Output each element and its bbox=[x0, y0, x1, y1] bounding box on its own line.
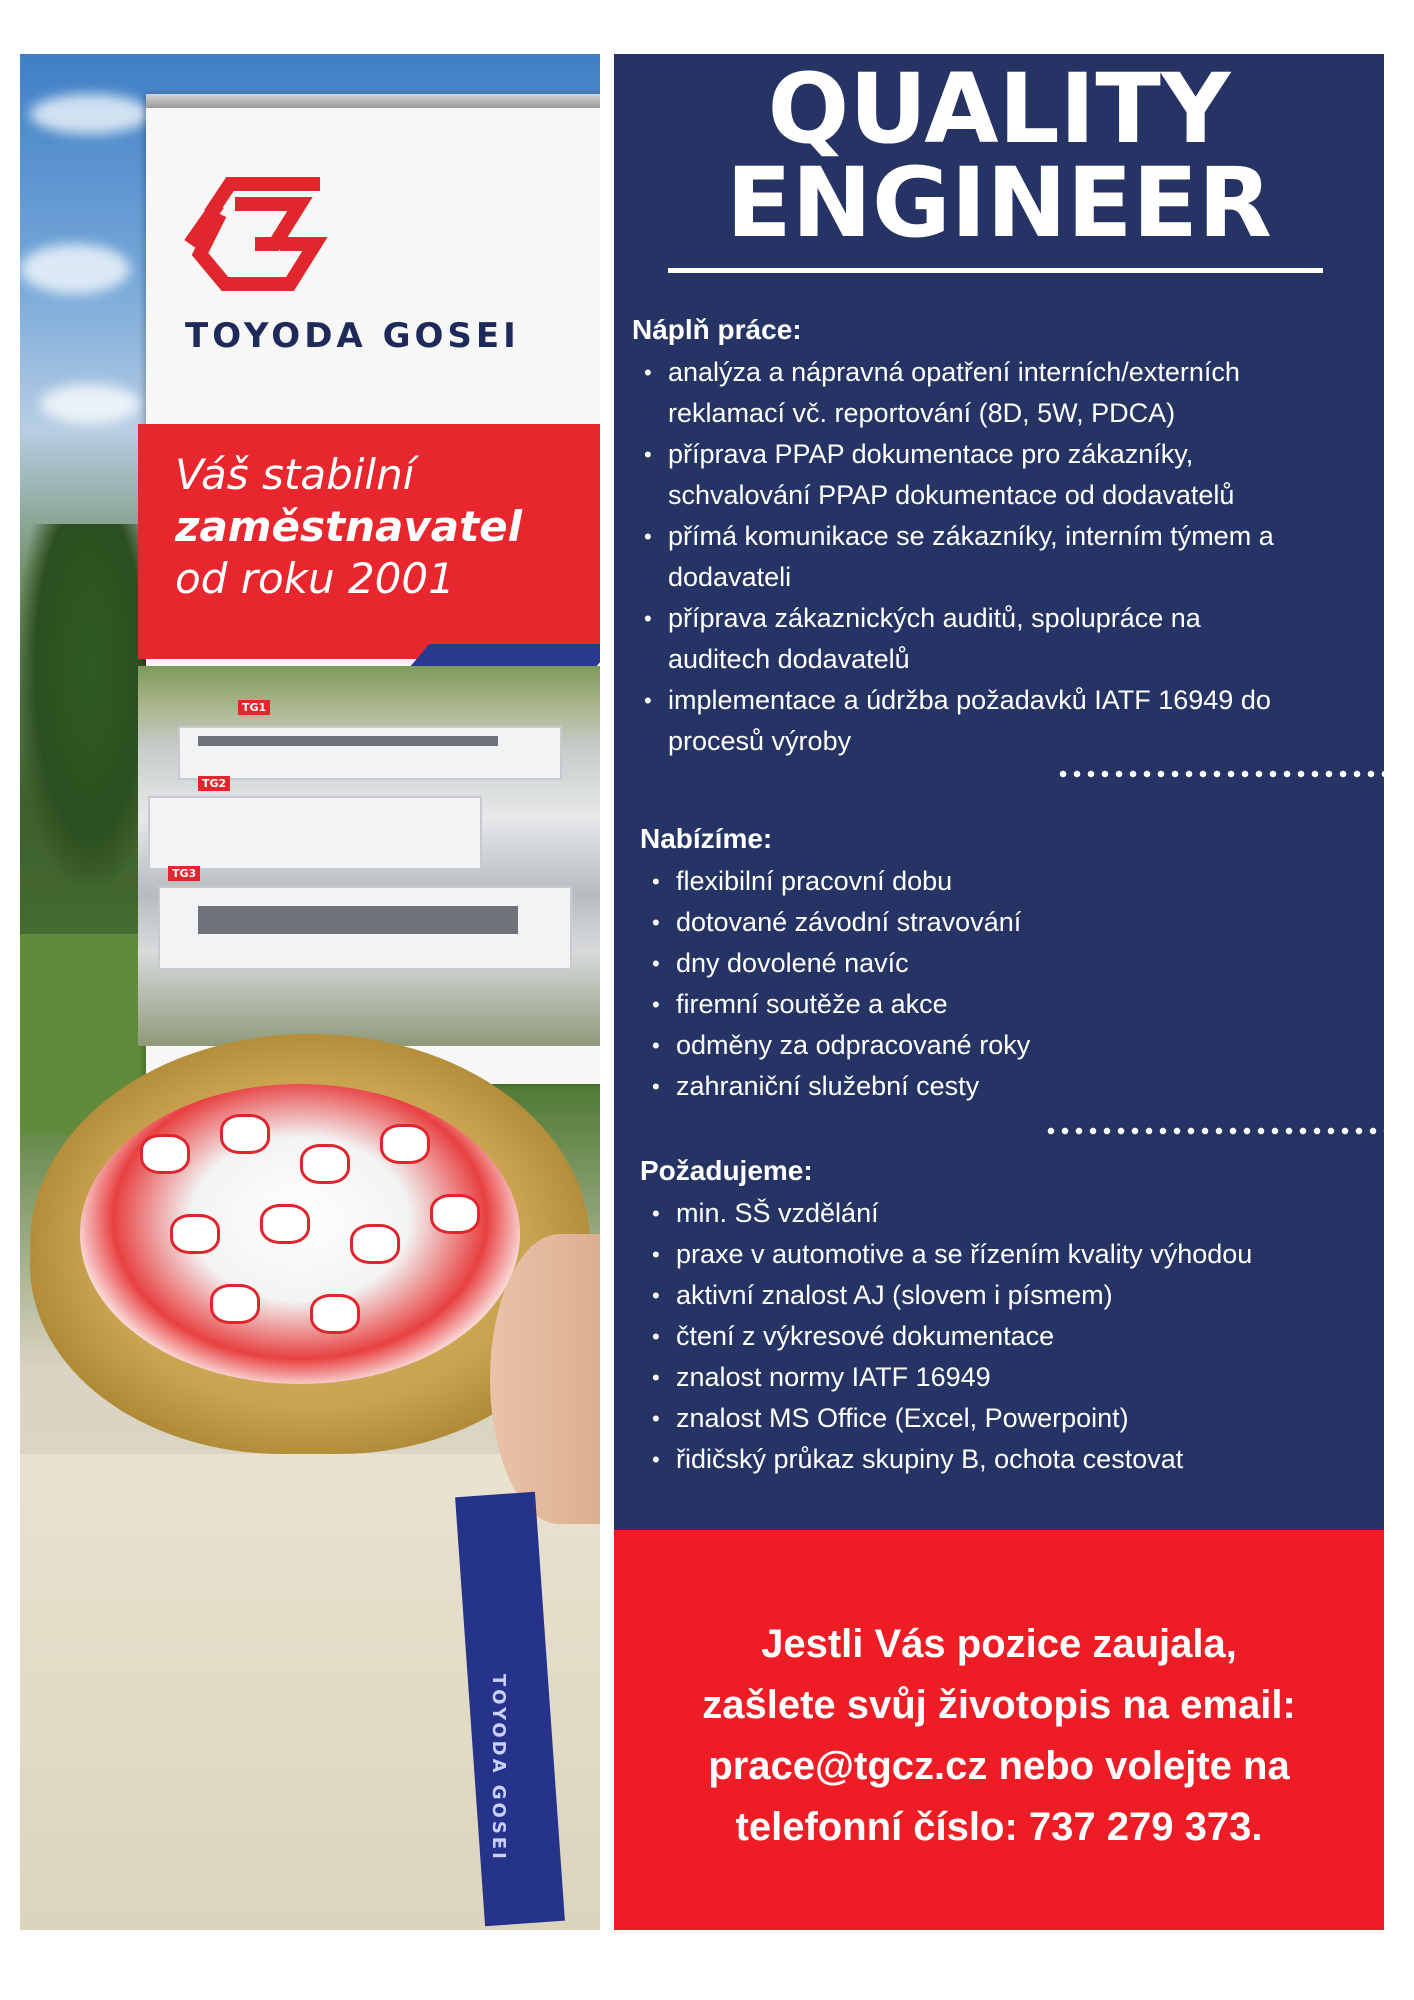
contact-text bbox=[614, 1614, 1384, 1858]
bullet-icon: • bbox=[652, 1447, 660, 1472]
candy bbox=[380, 1124, 430, 1164]
list-item-text: flexibilní pracovní dobu bbox=[676, 866, 953, 896]
list-item-text: min. SŠ vzdělání bbox=[676, 1198, 879, 1228]
offer-list bbox=[640, 861, 1030, 1107]
contact-line-2: zašlete svůj životopis na email: bbox=[702, 1683, 1296, 1727]
candy bbox=[220, 1114, 270, 1154]
candy bbox=[140, 1134, 190, 1174]
bullet-icon: • bbox=[652, 1365, 660, 1390]
bullet-icon: • bbox=[644, 606, 652, 631]
hero-photo bbox=[20, 54, 600, 1930]
contact-line-1: Jestli Vás pozice zaujala, bbox=[761, 1622, 1237, 1666]
factory-building bbox=[178, 726, 562, 780]
list-item bbox=[640, 1357, 1252, 1398]
bullet-icon: • bbox=[652, 1242, 660, 1267]
candy bbox=[350, 1224, 400, 1264]
list-item bbox=[632, 516, 1274, 598]
list-item-text: přímá komunikace se zákazníky, interním týmem a bbox=[668, 521, 1274, 551]
list-item-text: znalost normy IATF 16949 bbox=[676, 1362, 991, 1392]
section-heading: Požadujeme: bbox=[640, 1155, 813, 1186]
banner-stripe bbox=[411, 644, 600, 666]
requirements-list bbox=[640, 1193, 1252, 1480]
list-item-text: analýza a nápravná opatření interních/externích bbox=[668, 357, 1240, 387]
list-item bbox=[640, 943, 1030, 984]
candy bbox=[430, 1194, 480, 1234]
list-item-text: reklamací vč. reportování (8D, 5W, PDCA) bbox=[668, 398, 1176, 428]
cloud bbox=[30, 94, 150, 134]
list-item bbox=[640, 902, 1030, 943]
list-item-text: čtení z výkresové dokumentace bbox=[676, 1321, 1055, 1351]
bullet-icon: • bbox=[644, 524, 652, 549]
bullet-icon: • bbox=[652, 992, 660, 1017]
section-heading: Náplň práce: bbox=[632, 314, 802, 345]
contact-line-3: prace@tgcz.cz nebo volejte na bbox=[708, 1744, 1290, 1788]
factory-label: TG3 bbox=[168, 866, 200, 881]
toyoda-gosei-logo bbox=[180, 174, 330, 294]
list-item bbox=[640, 1193, 1252, 1234]
list-item-text: znalost MS Office (Excel, Powerpoint) bbox=[676, 1403, 1129, 1433]
bullet-icon: • bbox=[652, 869, 660, 894]
bullet-icon: • bbox=[652, 1324, 660, 1349]
dotted-divider bbox=[1044, 1127, 1384, 1135]
list-item-text: dodavateli bbox=[668, 562, 792, 592]
candy bbox=[210, 1284, 260, 1324]
job-title-line-2: ENGINEER bbox=[726, 147, 1272, 259]
list-item-text: příprava zákaznických auditů, spolupráce na bbox=[668, 603, 1201, 633]
cloud bbox=[20, 244, 130, 294]
brand-name: TOYODA GOSEI bbox=[185, 316, 520, 356]
list-item-text: zahraniční služební cesty bbox=[676, 1071, 980, 1101]
slogan-line-2: zaměstnavatel bbox=[175, 502, 523, 551]
list-item-text: praxe v automotive a se řízením kvality výhodou bbox=[676, 1239, 1253, 1269]
section-heading: Nabízíme: bbox=[640, 823, 773, 854]
factory-label: TG2 bbox=[198, 776, 230, 791]
banner-top-bar bbox=[146, 94, 600, 108]
list-item bbox=[640, 1066, 1030, 1107]
list-item-text: schvalování PPAP dokumentace od dodavatelů bbox=[668, 480, 1235, 510]
candy bbox=[310, 1294, 360, 1334]
list-item-text: implementace a údržba požadavků IATF 16949 do bbox=[668, 685, 1271, 715]
factory-label: TG1 bbox=[238, 700, 270, 715]
list-item-text: procesů výroby bbox=[668, 726, 852, 756]
list-item-text: dny dovolené navíc bbox=[676, 948, 909, 978]
section-duties bbox=[632, 312, 1274, 762]
factory-roof bbox=[198, 906, 518, 934]
candy bbox=[260, 1204, 310, 1244]
bullet-icon: • bbox=[644, 360, 652, 385]
list-item bbox=[640, 1275, 1252, 1316]
list-item-text: auditech dodavatelů bbox=[668, 644, 910, 674]
factory-aerial-photo bbox=[138, 666, 600, 1046]
bullet-icon: • bbox=[644, 688, 652, 713]
contact-line-4: telefonní číslo: 737 279 373. bbox=[735, 1805, 1263, 1849]
bullet-icon: • bbox=[652, 951, 660, 976]
candy bbox=[170, 1214, 220, 1254]
duties-list bbox=[632, 352, 1274, 762]
list-item bbox=[632, 598, 1274, 680]
slogan-line-3: od roku 2001 bbox=[175, 554, 455, 603]
list-item-text: řidičský průkaz skupiny B, ochota cestovat bbox=[676, 1444, 1184, 1474]
section-offer bbox=[640, 821, 1030, 1107]
list-item-text: firemní soutěže a akce bbox=[676, 989, 948, 1019]
list-item bbox=[632, 352, 1274, 434]
section-requirements bbox=[640, 1153, 1252, 1480]
bullet-icon: • bbox=[644, 442, 652, 467]
bullet-icon: • bbox=[652, 1033, 660, 1058]
candy bbox=[300, 1144, 350, 1184]
bullet-icon: • bbox=[652, 1201, 660, 1226]
cloud bbox=[40, 384, 140, 424]
list-item-text: aktivní znalost AJ (slovem i písmem) bbox=[676, 1280, 1113, 1310]
list-item bbox=[632, 434, 1274, 516]
job-title bbox=[614, 53, 1384, 259]
bullet-icon: • bbox=[652, 1283, 660, 1308]
list-item bbox=[632, 680, 1274, 762]
lanyard-text: TOYODA GOSEI bbox=[488, 1674, 509, 1862]
list-item bbox=[640, 984, 1030, 1025]
list-item bbox=[640, 1439, 1252, 1480]
factory-roof bbox=[198, 736, 498, 746]
bullet-icon: • bbox=[652, 1406, 660, 1431]
bullet-icon: • bbox=[652, 910, 660, 935]
list-item bbox=[640, 1025, 1030, 1066]
list-item-text: odměny za odpracované roky bbox=[676, 1030, 1031, 1060]
list-item bbox=[640, 1398, 1252, 1439]
slogan bbox=[175, 449, 522, 605]
title-underline bbox=[668, 268, 1323, 273]
slogan-line-1: Váš stabilní bbox=[175, 450, 415, 499]
dotted-divider bbox=[1056, 770, 1384, 778]
list-item-text: dotované závodní stravování bbox=[676, 907, 1022, 937]
list-item bbox=[640, 861, 1030, 902]
list-item bbox=[640, 1316, 1252, 1357]
job-title-line-1: QUALITY bbox=[767, 53, 1231, 165]
list-item bbox=[640, 1234, 1252, 1275]
bullet-icon: • bbox=[652, 1074, 660, 1099]
factory-building bbox=[148, 796, 482, 870]
list-item-text: příprava PPAP dokumentace pro zákazníky, bbox=[668, 439, 1194, 469]
